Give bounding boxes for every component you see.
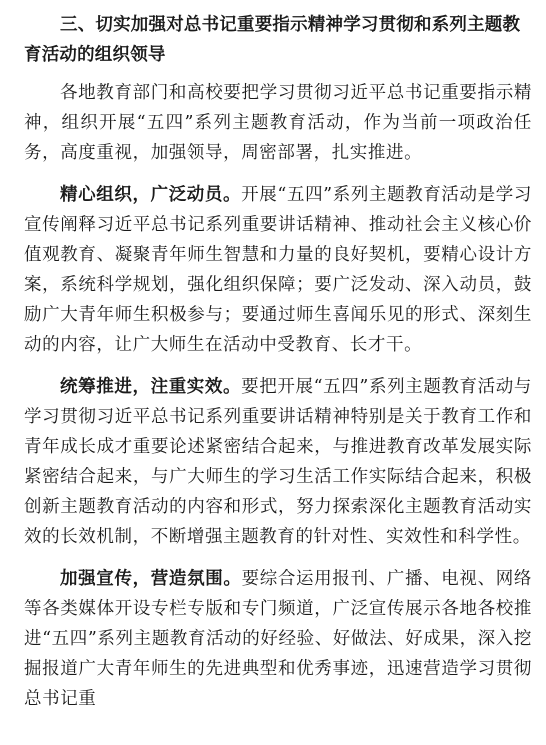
paragraph-body: 要综合运用报刊、广播、电视、网络等各类媒体开设专栏专版和专门频道，广泛宣传展示各地各校推进“五四”系列主题教育活动的好经验、好做法、好成果，深入挖掘报道广大青年师生的先进典型和优秀事迹，迅速营造学习贯彻总书记重 [24, 569, 532, 709]
paragraph-lead: 精心组织，广泛动员。 [60, 185, 242, 205]
paragraph-publicity [24, 564, 532, 714]
section-heading: 三、切实加强对总书记重要指示精神学习贯彻和系列主题教育活动的组织领导 [24, 15, 521, 65]
paragraph-organize [24, 180, 532, 360]
paragraph-lead: 加强宣传，营造氛围。 [60, 569, 242, 589]
paragraph-lead: 统筹推进，注重实效。 [60, 377, 242, 397]
paragraph-body: 要把开展“五四”系列主题教育活动与学习贯彻习近平总书记系列重要讲话精神特别是关于教育工作和青年成长成才重要论述紧密结合起来，与推进教育改革发展实际紧密结合起来，与广大师生的学习生活工作实际结合起来，积极创新主题教育活动的内容和形式，努力探索深化主题教育活动实效的长效机制，不断增强主题教育的针对性、实效性和科学性。 [24, 377, 532, 547]
paragraph-coordinate [24, 372, 532, 552]
paragraph-body: 开展“五四”系列主题教育活动是学习宣传阐释习近平总书记系列重要讲话精神、推动社会主义核心价值观教育、凝聚青年师生智慧和力量的良好契机，要精心设计方案，系统科学规划，强化组织保障；要广泛发动、深入动员，鼓励广大青年师生积极参与；要通过师生喜闻乐见的形式、深刻生动的内容，让广大师生在活动中受教育、长才干。 [24, 185, 532, 355]
intro-paragraph: 各地教育部门和高校要把学习贯彻习近平总书记重要指示精神，组织开展“五四”系列主题教育活动，作为当前一项政治任务，高度重视，加强领导，周密部署，扎实推进。 [24, 83, 532, 163]
